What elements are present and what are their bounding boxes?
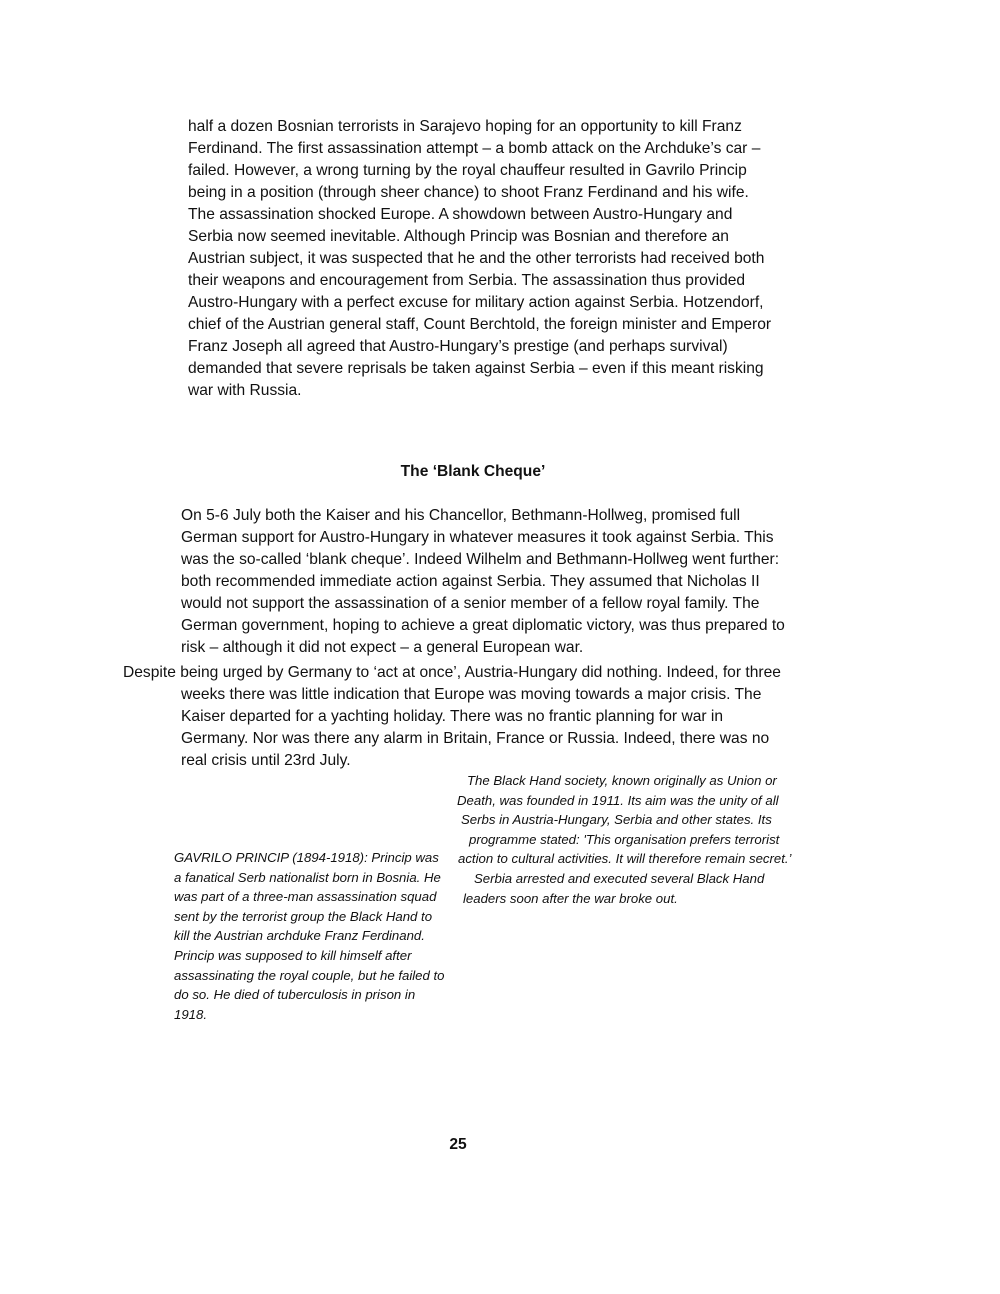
text-line: On 5-6 July both the Kaiser and his Chancellor, Bethmann-Hollweg, promised full xyxy=(181,507,741,524)
text-line: Franz Joseph all agreed that Austro-Hungary’s prestige (and perhaps survival) xyxy=(188,338,728,355)
text-line: weeks there was little indication that Europe was moving towards a major crisis. The xyxy=(181,686,762,703)
caption-line: 1918. xyxy=(174,1006,208,1022)
text-line: their weapons and encouragement from Serbia. The assassination thus provided xyxy=(188,272,746,289)
text-line: Germany. Nor was there any alarm in Britain, France or Russia. Indeed, there was no xyxy=(181,730,770,747)
caption-line: Princip was supposed to kill himself after xyxy=(174,948,412,963)
caption-line: GAVRILO PRINCIP (1894-1918): Princip was xyxy=(174,850,439,865)
text-line: being in a position (through sheer chance) to shoot Franz Ferdinand and his wife. xyxy=(188,184,749,201)
text-line: German government, hoping to achieve a great diplomatic victory, was thus prepared to xyxy=(181,617,785,634)
text-line: would not support the assassination of a senior member of a fellow royal family. The xyxy=(181,595,760,612)
section-heading: The ‘Blank Cheque’ xyxy=(400,463,546,480)
caption-line: Serbs in Austria-Hungary, Serbia and other states. Its xyxy=(461,812,772,828)
caption-line: Serbia arrested and executed several Black Hand xyxy=(474,871,765,886)
text-line: demanded that severe reprisals be taken against Serbia – even if this meant risking xyxy=(188,360,764,377)
page-number: 25 xyxy=(449,1136,467,1153)
caption-line: Death, was founded in 1911. Its aim was the unity of all xyxy=(457,792,779,808)
caption-line: programme stated: 'This organisation prefers terrorist xyxy=(469,831,780,847)
text-line: Kaiser departed for a yachting holiday. There was no frantic planning for war in xyxy=(181,708,724,725)
text-line: German support for Austro-Hungary in whatever measures it took against Serbia. This xyxy=(181,529,774,546)
text-line: Ferdinand. The first assassination attempt – a bomb attack on the Archduke’s car – xyxy=(188,140,761,157)
caption-line: action to cultural activities. It will therefore remain secret.’ xyxy=(458,851,792,867)
text-line: war with Russia. xyxy=(188,382,302,399)
text-line: real crisis until 23rd July. xyxy=(181,752,351,769)
caption-line: a fanatical Serb nationalist born in Bosnia. He xyxy=(174,869,441,885)
caption-line: kill the Austrian archduke Franz Ferdinand. xyxy=(174,928,425,944)
caption-line: leaders soon after the war broke out. xyxy=(463,890,678,906)
text-line: chief of the Austrian general staff, Count Berchtold, the foreign minister and Emperor xyxy=(188,316,772,333)
text-line: Despite being urged by Germany to ‘act at once’, Austria-Hungary did nothing. Indeed, for three xyxy=(123,664,781,681)
text-line: Austrian subject, it was suspected that he and the other terrorists had received both xyxy=(188,250,765,267)
text-line: risk – although it did not expect – a general European war. xyxy=(181,639,584,656)
caption-line: The Black Hand society, known originally as Union or xyxy=(467,773,777,788)
caption-princip xyxy=(174,848,474,1028)
text-line: half a dozen Bosnian terrorists in Sarajevo hoping for an opportunity to kill Franz xyxy=(188,118,742,135)
text-line: both recommended immediate action against Serbia. They assumed that Nicholas II xyxy=(181,573,760,590)
caption-line: sent by the terrorist group the Black Hand to xyxy=(174,908,433,924)
caption-line: assassinating the royal couple, but he failed to xyxy=(174,967,445,983)
text-line: failed. However, a wrong turning by the royal chauffeur resulted in Gavrilo Princip xyxy=(188,162,747,179)
caption-line: do so. He died of tuberculosis in prison in xyxy=(174,987,416,1003)
text-line: was the so-called ‘blank cheque’. Indeed Wilhelm and Bethmann-Hollweg went further: xyxy=(181,551,780,568)
text-line: Serbia now seemed inevitable. Although Princip was Bosnian and therefore an xyxy=(188,228,729,245)
text-line: Austro-Hungary with a perfect excuse for military action against Serbia. Hotzendorf, xyxy=(188,294,764,311)
caption-black-hand xyxy=(457,771,857,921)
caption-line: was part of a three-man assassination squad xyxy=(174,889,437,905)
text-line: The assassination shocked Europe. A showdown between Austro-Hungary and xyxy=(188,206,733,223)
